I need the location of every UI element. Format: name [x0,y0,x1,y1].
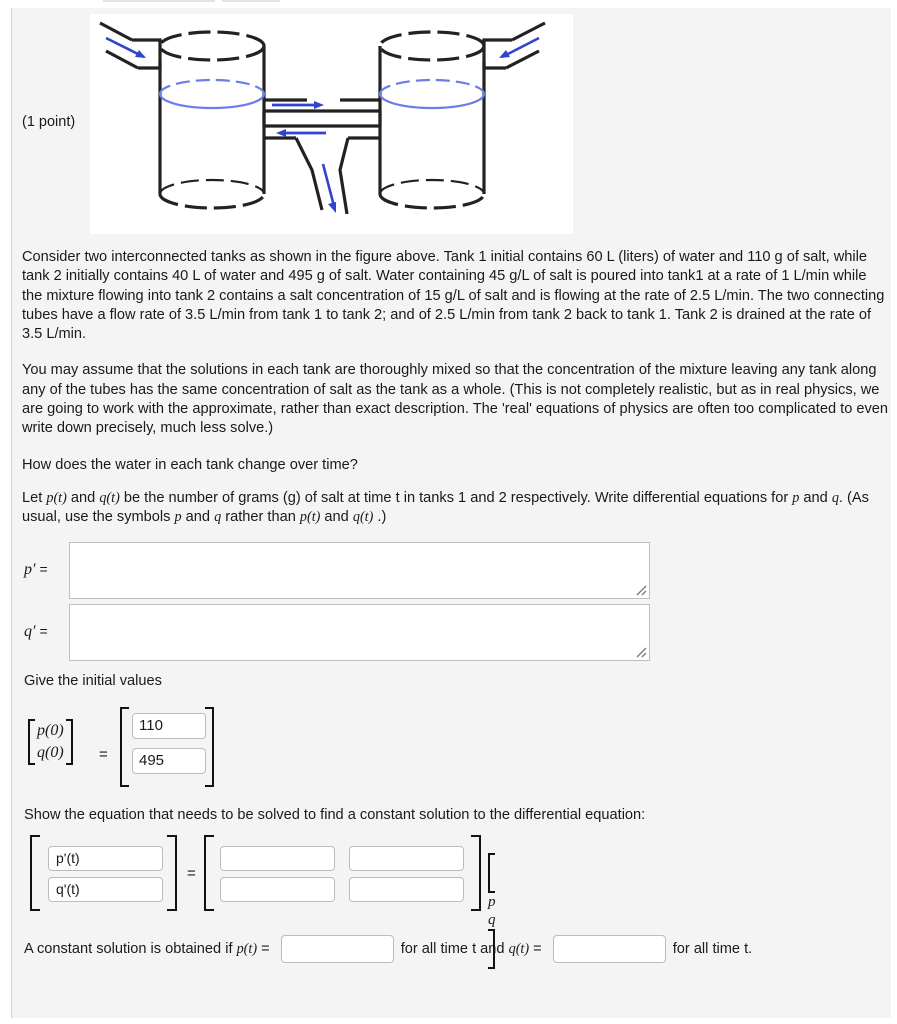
q-zero-label: q(0) [37,743,64,761]
let-text-e: . (As usual, use the symbols [22,489,869,526]
let-p: p [792,489,800,506]
let-text-g: rather than [221,509,300,526]
setup-paragraph: Consider two interconnected tanks as shown in the figure above. Tank 1 initial contains 60 L (liters) of water and 110 g of salt, while tank 2 initially contains 40 L of water and 495 g of salt. Water containing 45 g/L of salt is poured into tank1 at a rate of 1 L/min while the mixture flowing into tank 2 contains a salt concentration of 15 g/L of salt and is flowing at the rate of 2.5 L/min. The two connecting tubes have a flow rate of 3.5 L/min from tank 1 to tank 2; and of 2.5 L/min from tank 2 back to tank 1. Tank 2 is drained at the rate of 3.5 L/min. [22,249,885,343]
matrix-equation-heading: Show the equation that needs to be solved to find a constant solution to the differential equation: [24,806,646,823]
resize-grip-icon [634,583,647,596]
p-prime-t-input[interactable]: p'(t) [48,846,163,871]
matrix-equation-block [24,835,888,928]
pq-q: q [488,911,496,928]
pq-bracket-left [488,853,495,893]
matrix-equals-sign: = [187,864,196,882]
pq-entries [488,893,496,929]
let-pt: p(t) [46,489,67,506]
final-text-b: = [257,940,274,957]
matrix-cell-a11[interactable] [220,846,335,871]
p0-input[interactable]: 110 [132,713,206,739]
q-prime-t-input[interactable]: q'(t) [48,877,163,902]
p-prime-row [22,542,888,604]
final-text-e: for all time t. [672,940,753,957]
assumption-paragraph: You may assume that the solutions in each tank are thoroughly mixed so that the concentration of the mixture leaving any tank along any of the tubes has the same concentration of salt as the tank as a whole. (This is not completely realistic, but as in real physics, we are going to work with the approximate, rather than exact description. The 'real' equations of physics are often too complicated to even write down precisely, much less solve.) [22,362,889,437]
p-zero-label: p(0) [37,721,64,739]
let-text-d: and [799,489,832,506]
initial-values-equals: = [99,745,108,763]
p-prime-symbol: p′ [24,560,36,578]
let-text-i: .) [373,509,387,526]
let-text-f: and [181,509,215,526]
final-pt: p(t) [236,940,258,957]
vector-bracket-left [28,719,35,765]
q-constant-input[interactable] [553,935,666,963]
chrome-fragment-left [103,0,215,2]
initial-matrix-bracket-left [120,707,129,787]
q-prime-symbol: q′ [24,622,36,640]
rhs-bracket-right [471,835,481,911]
rhs-bracket-left [204,835,214,911]
q-prime-textarea[interactable] [69,604,650,661]
points-label: (1 point) [22,114,76,130]
p-prime-label [24,561,48,579]
lhs-bracket-right [167,835,177,911]
matrix-cell-a21[interactable] [220,877,335,902]
initial-vector-label [28,719,73,765]
initial-values-inputs [132,713,208,783]
top-chrome-strip [0,0,897,3]
vector-bracket-right [66,719,73,765]
lhs-bracket-left [30,835,40,911]
let-p2: p [174,509,182,526]
final-text-c: for all time t and [400,940,509,957]
q-prime-label [24,623,48,641]
let-paragraph [22,489,888,528]
p-prime-equals: = [39,560,48,577]
final-qt: q(t) [508,940,530,957]
let-qt2: q(t) [352,509,374,526]
tank-diagram-figure [90,14,573,234]
q-prime-row [22,604,888,666]
q0-input[interactable]: 495 [132,748,206,774]
initial-values-heading: Give the initial values [24,672,162,689]
initial-values-block [24,697,888,797]
let-text-h: and [320,509,353,526]
problem-page [11,8,891,1018]
final-text-a: A constant solution is obtained if [24,940,237,957]
matrix-cell-a12[interactable] [349,846,464,871]
let-text-b: and [66,489,100,506]
p-prime-textarea[interactable] [69,542,650,599]
matrix-cell-a22[interactable] [349,877,464,902]
constant-solution-line [24,935,888,963]
resize-grip-icon [634,645,647,658]
let-q2: q [214,509,222,526]
problem-content [22,248,888,963]
p-constant-input[interactable] [281,935,394,963]
let-text-c: be the number of grams (g) of salt at time t in tanks 1 and 2 respectively. Write differential equations for [119,489,793,506]
vector-entries [35,720,66,764]
tank-diagram-svg [90,14,573,234]
pq-p: p [488,893,496,910]
final-text-d: = [529,940,546,957]
question-paragraph: How does the water in each tank change over time? [22,456,358,473]
figure-row [12,8,891,236]
q-prime-equals: = [39,622,48,639]
let-q: q [831,489,839,506]
chrome-fragment-right [222,0,280,2]
let-text-a: Let [22,489,47,506]
let-pt2: p(t) [299,509,321,526]
let-qt: q(t) [99,489,120,506]
